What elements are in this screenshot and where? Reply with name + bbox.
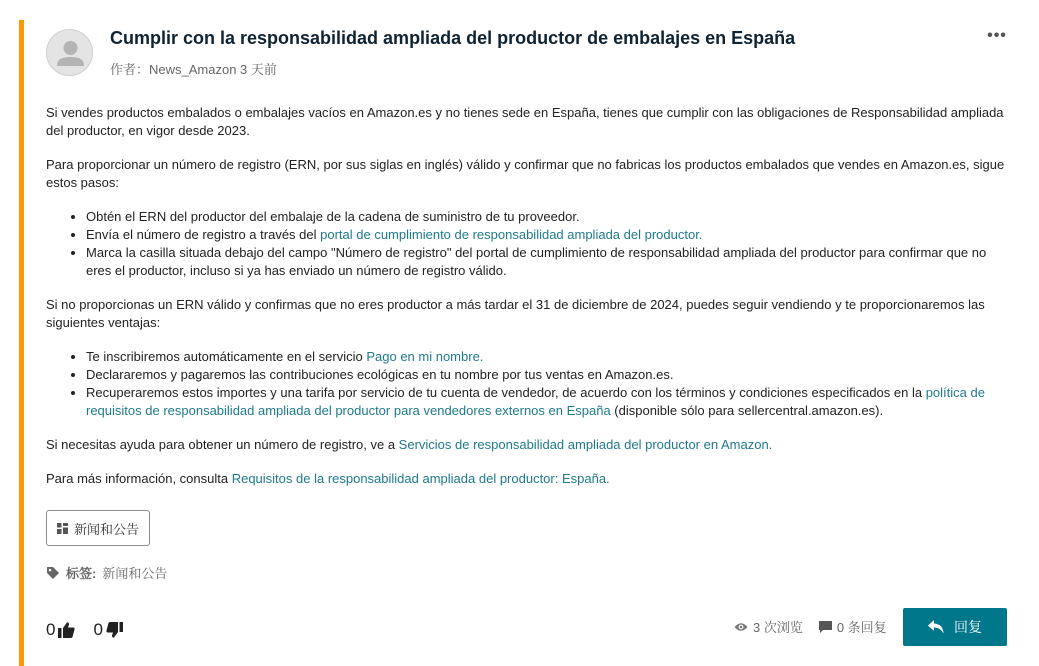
paragraph-text: Para más información, consulta <box>46 471 232 486</box>
benefits-list <box>46 348 1010 420</box>
paragraph: Si vendes productos embalados o embalajes vacíos en Amazon.es y no tienes sede en España, tienes que cumplir con las obligaciones de Responsabilidad ampliada del productor, en vigor desde 2023. <box>46 105 1004 138</box>
upvote-button[interactable] <box>46 620 75 640</box>
post-meta: 作者：News_Amazon 3 天前 <box>110 62 277 77</box>
epr-requirements-link[interactable]: Requisitos de la responsabilidad ampliada del productor: España. <box>231 471 610 486</box>
list-item-text: Te inscribiremos automáticamente en el servicio <box>86 349 367 364</box>
tags-row <box>46 563 167 582</box>
paragraph: Para proporcionar un número de registro (ERN, por sus siglas en inglés) válido y confirmar que no fabricas los productos embalados que vendes en Amazon.es, sigue estos pasos: <box>46 157 1005 190</box>
pay-on-behalf-link[interactable]: Pago en mi nombre. <box>366 349 484 364</box>
paragraph <box>46 470 1010 488</box>
list-item: • Declararemos y pagaremos las contribuciones ecológicas en tu nombre por tus ventas en Amazon.es. <box>86 366 1010 384</box>
reply-label: 回复 <box>954 619 982 635</box>
post-title: Cumplir con la responsabilidad ampliada del productor de embalajes en España <box>110 28 796 48</box>
reply-button[interactable] <box>903 608 1007 646</box>
paragraph: Si no proporcionas un ERN válido y confirmas que no eres productor a más tardar el 31 de diciembre de 2024, puedes seguir vendiendo y te proporcionaremos las siguientes ventajas: <box>46 297 985 330</box>
paragraph-text: Si necesitas ayuda para obtener un número de registro, ve a <box>46 437 399 452</box>
category-button[interactable] <box>46 510 150 546</box>
upvote-count: 0 <box>46 620 56 639</box>
tag-link[interactable]: 新闻和公告 <box>102 566 168 581</box>
comment-icon <box>819 621 832 633</box>
steps-list <box>46 208 1010 280</box>
category-label: 新闻和公告 <box>74 521 140 537</box>
paragraph <box>46 436 1010 454</box>
epr-services-link[interactable]: Servicios de responsabilidad ampliada del productor en Amazon. <box>398 437 773 452</box>
tag-icon <box>46 566 60 580</box>
eye-icon <box>734 622 748 632</box>
thumbs-down-icon <box>106 622 123 638</box>
list-item <box>86 226 1010 244</box>
votes <box>46 620 141 640</box>
views-stat <box>734 617 803 636</box>
post-stats <box>734 617 887 636</box>
downvote-count: 0 <box>93 620 103 639</box>
reply-icon <box>928 620 944 634</box>
grid-icon <box>57 523 68 534</box>
epr-policy-link[interactable]: política de requisitos de responsabilidad ampliada del productor para vendedores externos en España <box>86 385 985 418</box>
list-item-text: Recuperaremos estos importes y una tarifa por servicio de tu cuenta de vendedor, de acuerdo con los términos y condiciones especificados en la <box>86 385 926 400</box>
compliance-portal-link[interactable]: portal de cumplimiento de responsabilidad ampliada del productor. <box>320 227 703 242</box>
views-count: 3 次浏览 <box>753 620 803 635</box>
user-placeholder-icon <box>47 30 93 76</box>
list-item-suffix: (disponible sólo para sellercentral.amazon.es). <box>610 403 884 418</box>
thumbs-up-icon <box>58 622 75 638</box>
replies-stat <box>819 617 887 636</box>
replies-count: 0 条回复 <box>836 620 887 635</box>
tags-label: 标签: <box>66 566 97 581</box>
list-item: • Obtén el ERN del productor del embalaje de la cadena de suministro de tu proveedor. <box>86 208 1010 226</box>
post-accent-bar <box>19 20 24 666</box>
list-item: • Marca la casilla situada debajo del campo "Número de registro" del portal de cumplimiento de responsabilidad ampliada del productor para confirmar que no eres el productor, incluso si ya has enviado un número de registro válido. <box>86 244 1010 280</box>
post-body <box>46 104 1010 488</box>
avatar[interactable] <box>46 29 93 76</box>
list-item <box>86 384 1010 420</box>
downvote-button[interactable] <box>93 620 122 640</box>
list-item-text: Envía el número de registro a través del <box>86 227 321 242</box>
list-item <box>86 348 1010 366</box>
more-options-icon[interactable]: ••• <box>987 27 1007 44</box>
